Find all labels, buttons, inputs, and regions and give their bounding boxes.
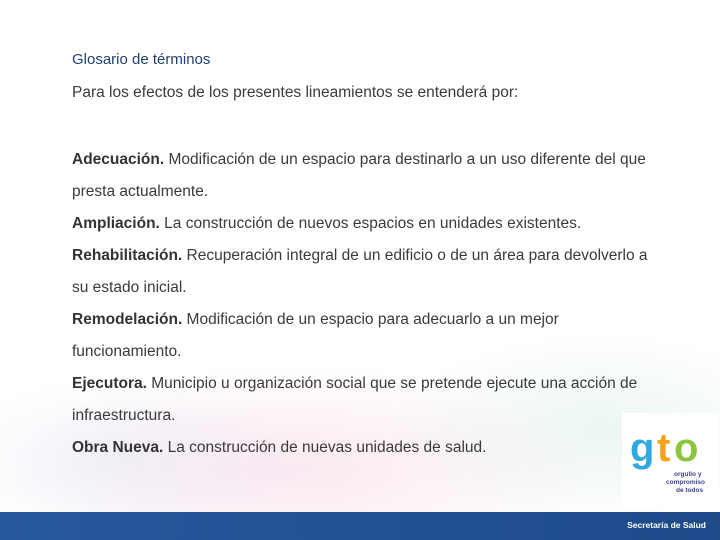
definition-text: La construcción de nuevos espacios en unidades existentes. — [159, 215, 582, 232]
logo-letter-t: t — [657, 426, 671, 470]
logo-letter-g: g — [630, 426, 655, 470]
definition-text: Modificación de un espacio para destinarlo a un uso diferente del que presta actualmente. — [72, 151, 646, 200]
definition-text: Modificación de un espacio para adecuarlo a un mejor funcionamiento. — [72, 311, 559, 360]
definition-text: Municipio u organización social que se pretende ejecute una acción de infraestructura. — [72, 375, 638, 424]
footer-bar — [0, 512, 720, 540]
definition-term: Remodelación. — [72, 311, 183, 328]
page-title: Glosario de términos — [72, 51, 211, 68]
definition-term: Obra Nueva. — [72, 439, 164, 456]
definition-term: Rehabilitación. — [72, 247, 183, 264]
definitions-list — [72, 144, 662, 464]
definition-term: Ejecutora. — [72, 375, 147, 392]
gto-logo-graphic — [622, 413, 718, 509]
definition-term: Ampliación. — [72, 215, 160, 232]
logo-tagline-line2: compromiso — [666, 479, 706, 486]
definition-item — [72, 368, 662, 432]
definition-text: La construcción de nuevas unidades de salud. — [163, 439, 487, 456]
definition-item — [72, 208, 662, 240]
definition-term: Adecuación. — [72, 151, 165, 168]
definition-item — [72, 144, 662, 208]
logo-letter-o: o — [674, 426, 699, 470]
logo-tagline-line3: de todos — [676, 487, 704, 494]
definition-text: Recuperación integral de un edificio o de un área para devolverlo a su estado inicial. — [72, 247, 648, 296]
definition-item — [72, 432, 662, 464]
definition-item — [72, 304, 662, 368]
intro-text: Para los efectos de los presentes lineamientos se entenderá por: — [72, 84, 519, 101]
footer-label: Secretaría de Salud — [627, 520, 706, 530]
definition-item — [72, 240, 662, 304]
logo-tagline-line1: orgullo y — [674, 471, 702, 478]
gto-logo — [622, 413, 718, 509]
